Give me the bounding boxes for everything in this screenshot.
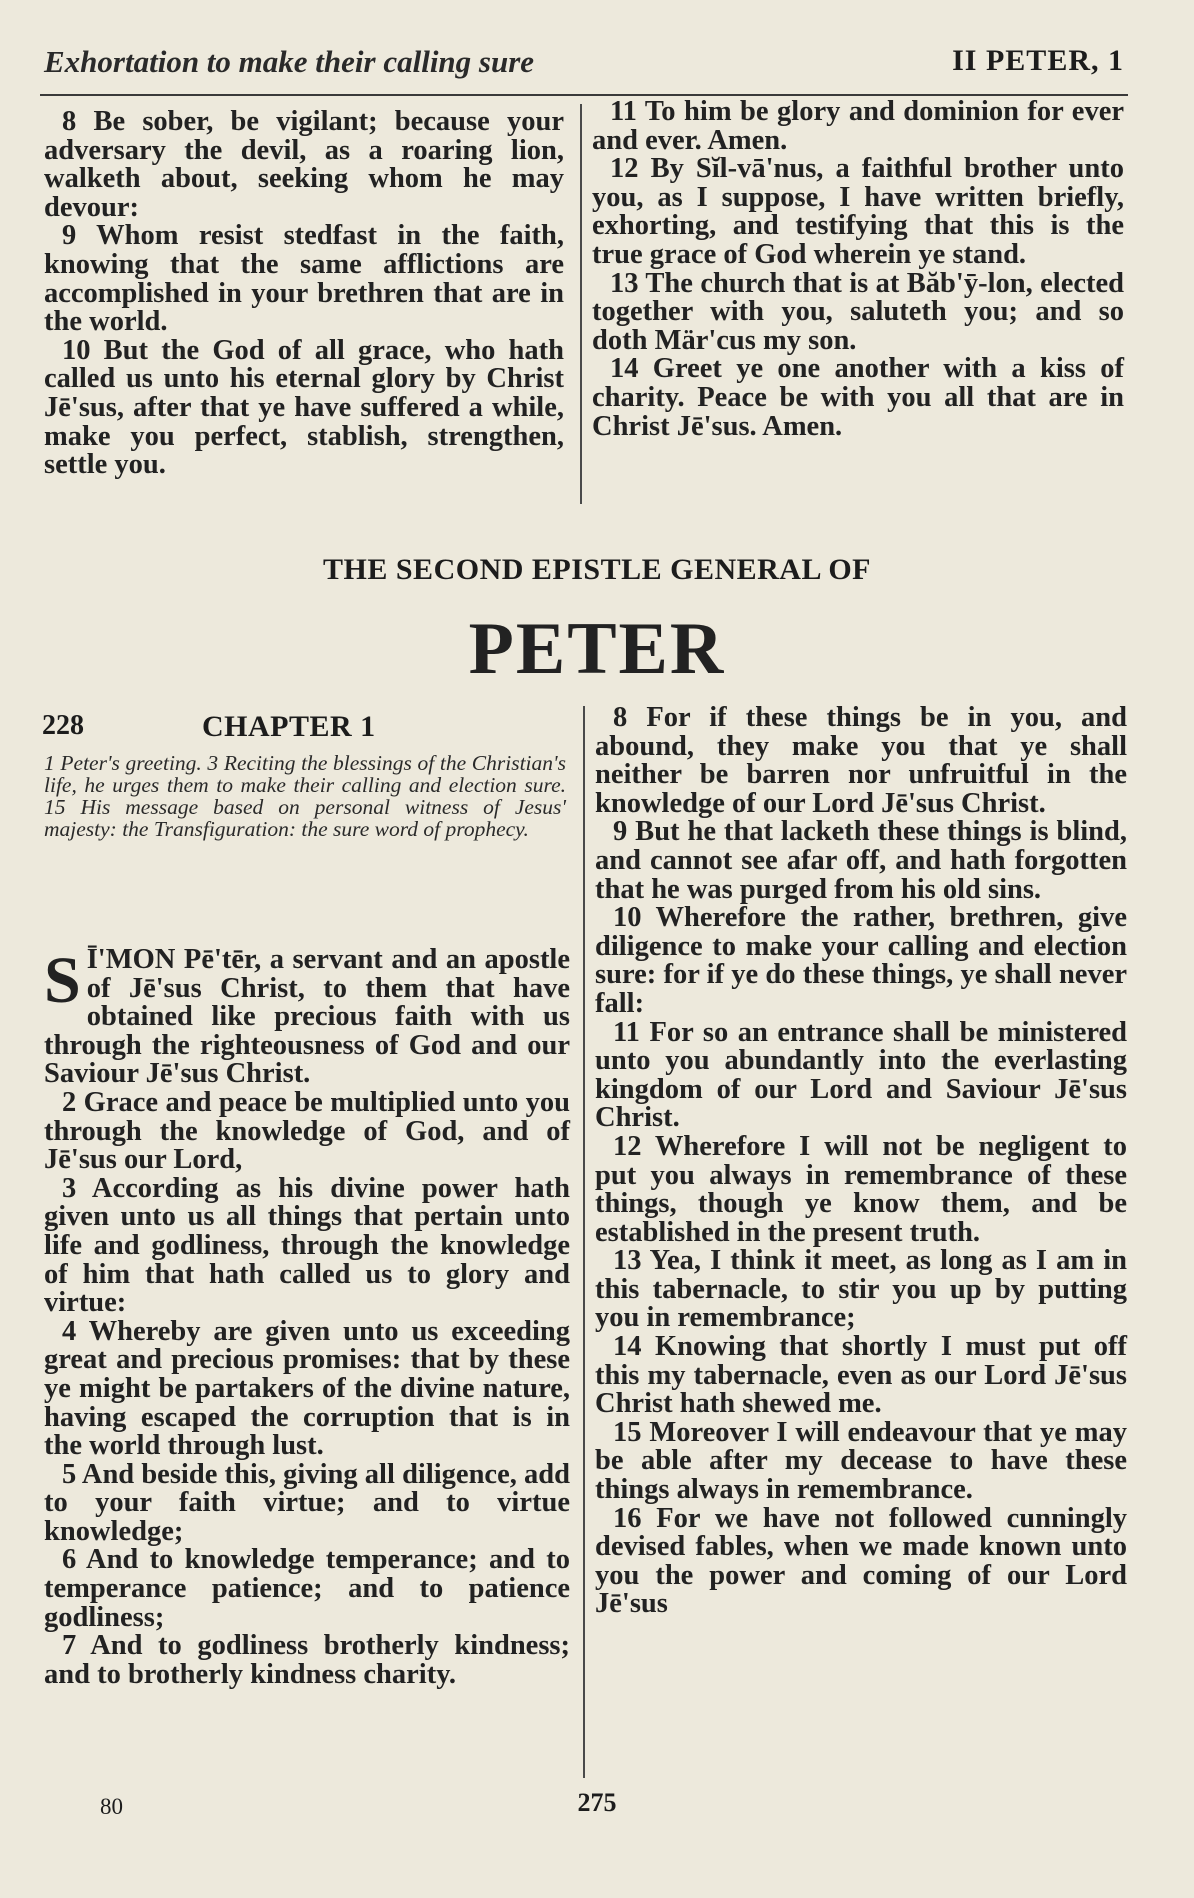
chapter-summary: 1 Peter's greeting. 3 Reciting the blessings of the Christian's life, he urges them to make their calling and election sure. 15 His message based on personal witness of Jesus' majesty: the Transfiguration: the sure word of prophecy.: [44, 751, 566, 841]
running-header-title: Exhortation to make their calling sure: [44, 44, 535, 79]
verse-12: 12 Wherefore I will not be negligent to put you always in remembrance of these things, though ye know them, and be established in the present truth.: [595, 1130, 1127, 1248]
verse-14: 14 Knowing that shortly I must put off this my tabernacle, even as our Lord Jē'sus Christ hath shewed me.: [595, 1331, 1127, 1420]
verse-3: 3 According as his divine power hath given unto us all things that pertain unto life and godliness, through the knowledge of him that hath called us to glory and virtue:: [44, 1172, 570, 1319]
verse-13: 13 The church that is at Băb'ȳ-lon, elected together with you, saluteth you; and so doth Mär'cus my son.: [592, 267, 1124, 356]
drop-cap: S: [44, 944, 81, 1017]
verse-5: 5 And beside this, giving all diligence, add to your faith virtue; and to virtue knowledge;: [44, 1458, 570, 1547]
book-title: PETER: [468, 608, 726, 690]
footer-marker: 80: [100, 1794, 123, 1819]
verse-15: 15 Moreover I will endeavour that ye may be able after my decease to have these things always in remembrance.: [595, 1416, 1127, 1506]
verse-10: 10 Wherefore the rather, brethren, give diligence to make your calling and election sure: for if ye do these things, ye shall never fall:: [595, 902, 1127, 1019]
chapter-heading: [42, 710, 572, 742]
chapter-right-column: [595, 704, 1127, 1619]
verse-2: 2 Grace and peace be multiplied unto you through the knowledge of God, and of Jē'sus our Lord,: [44, 1086, 570, 1176]
verse-1: [44, 946, 570, 1089]
epistle-subtitle: THE SECOND EPISTLE GENERAL OF: [323, 553, 871, 586]
chapter-left-column: [44, 946, 570, 1689]
first-peter-left-column: [44, 108, 564, 480]
first-peter-right-column: [592, 98, 1124, 441]
verse-14: 14 Greet ye one another with a kiss of charity. Peace be with you all that are in Christ Jē'sus. Amen.: [592, 353, 1124, 442]
verse-4: 4 Whereby are given unto us exceeding great and precious promises: that by these ye might be partakers of the divine nature, having escaped the corruption that is in the world through lust.: [44, 1315, 570, 1462]
column-divider-main: [583, 706, 585, 1778]
verse-11: 11 To him be glory and dominion for ever and ever. Amen.: [592, 96, 1124, 156]
verse-13: 13 Yea, I think it meet, as long as I am in this tabernacle, to stir you up by putting you in remembrance;: [595, 1245, 1127, 1334]
verse-10: 10 But the God of all grace, who hath called us unto his eternal glory by Christ Jē'sus, after that ye have suffered a while, make you perfect, stablish, strengthen, settle you.: [44, 334, 564, 481]
verse-9: 9 But he that lacketh these things is blind, and cannot see afar off, and hath forgotten that he was purged from his old sins.: [595, 816, 1127, 905]
verse-12: 12 By Sĭl-vā'nus, a faithful brother unto you, as I suppose, I have written briefly, exhorting, and testifying that this is the true grace of God wherein ye stand.: [592, 153, 1124, 270]
verse-1-text: Ī'MON Pē'tēr, a servant and an apostle of Jē'sus Christ, to them that have obtained like precious faith with us through the righteousness of God and our Saviour Jē'sus Christ.: [44, 944, 570, 1090]
verse-8: 8 Be sober, be vigilant; because your adversary the devil, as a roaring lion, walketh about, seeking whom he may devour:: [44, 106, 564, 223]
verse-8: 8 For if these things be in you, and abound, they make you that ye shall neither be barren nor unfruitful in the knowledge of our Lord Jē'sus Christ.: [595, 702, 1127, 819]
verse-6: 6 And to knowledge temperance; and to temperance patience; and to patience godliness;: [44, 1544, 570, 1633]
chapter-title: CHAPTER 1: [202, 710, 376, 743]
page-number: 275: [577, 1788, 617, 1817]
verse-16: 16 For we have not followed cunningly devised fables, when we made known unto you the power and coming of our Lord Jē'sus: [595, 1502, 1127, 1620]
running-header-book: II PETER, 1: [952, 44, 1124, 77]
section-number: 228: [42, 710, 84, 741]
verse-9: 9 Whom resist stedfast in the faith, knowing that the same afflictions are accomplished in your brethren that are in the world.: [44, 220, 564, 338]
verse-7: 7 And to godliness brotherly kindness; and to brotherly kindness charity.: [44, 1630, 570, 1690]
column-divider-top: [580, 104, 582, 504]
verse-11: 11 For so an entrance shall be ministered unto you abundantly into the everlasting kingdom of our Lord and Saviour Jē'sus Christ.: [595, 1016, 1127, 1134]
